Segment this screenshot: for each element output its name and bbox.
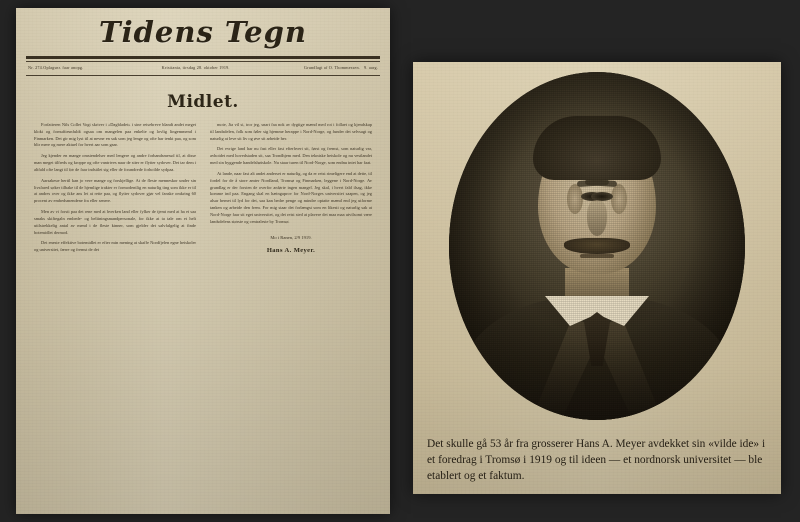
paragraph: mote, Jia vil si, tror jeg, snart faa nok av dygtige mænd med rot i follaet og kjendskap til landsdelen, folk som føler sig hjemme herappe i Nord-Norge, og funder det selvsagt og naturlig at leve sit liv og øve sit arbeide her. xyxy=(210,122,372,141)
article-signature-name: Hans A. Meyer. xyxy=(266,246,316,254)
portrait-card xyxy=(413,62,781,494)
article-column-left xyxy=(34,122,196,504)
masthead-meta-row xyxy=(16,62,390,73)
newspaper-masthead xyxy=(16,8,390,49)
masthead-founder: Grundlagt af O. Thommessen. xyxy=(303,65,361,70)
portrait-photo xyxy=(413,62,781,430)
paragraph: Det evrige land har nu fast eller fast efterhvert sit, først og fremst, som naturlig var, avhoidet med hovedstaden sit, saa Trondhjem med. Den tekniske heiskole og nu vestlandet med sin byggende handelshøiskole. Nu staar turen til Nord-Norge, som endnu intet har faat. xyxy=(210,146,372,166)
paragraph: At lande, naar fast alt andet anderset er naturlig, og da er reist rimeligere end at dette, til fordel for de å store amter Nordland, Tromsø og Finmarken, leggene i Nord-Norge. Av grundlag er der forsten de overfor anførte ingen mangel. Jeg skal, i hvert fald ilsag, ikke komme ind paa. Engang skal en hæingaprov for Nord-Norges universitet saapen, og jeg alsar bernet til lyd for det, saa kan bedre penge og mindre optatte mænd end jeg utforme tanken og arbeide den frem. For mig staar det forlængst som en likesti og naturlig sak at Nord-Norge faar sit eget universitet, og det reist sted at plavere det maa maa utvilsomt være landsdelens største og centraleste by Tromsø. xyxy=(210,170,372,224)
article-signature-place: Mo i Ranen, 2/9 1919. xyxy=(270,234,312,240)
masthead-volume: 9. aarg. xyxy=(364,65,378,70)
newspaper-clipping xyxy=(16,8,390,514)
paragraph: Jeg kjender en mange omstendelser med lengere og andre forhandsmessd til, at disse man meget tilfreds og kroppe og ofte vantrives naar de stter er flytter sydover. Det tar dem i altfald ofte langt til før de faar indstilet sig eller de forandrede forhoilde sydpaa. xyxy=(34,153,196,172)
masthead-subscription-note: Oplagsnr. faar anopg. xyxy=(43,65,84,70)
paragraph: Forfatteren Nils Collet Vogt skriver i «Dagbladet» i sine reisebreve blandt andet meget kloki og fornuftiesnfuldt ogsaa om mangelen paa enkelte og lovlig lingemmend i Finmarken. Det gir mig lyst til at nevne en sak som jeg lenge og ofte har tenkt paa, og som blir mere og mere aktuel for hvert aar som gaar. xyxy=(34,122,196,148)
paragraph: Det eneste effektive botemidlet er efter min mening at skaffe Nordfjelen egne heiskoler og universitet, færre og fremst de det xyxy=(34,240,196,253)
portrait-halftone-overlay xyxy=(449,72,745,420)
article-column-right xyxy=(210,122,372,504)
masthead-rule-thin-2 xyxy=(26,75,380,76)
masthead-issue-number: Nr. 274. xyxy=(28,65,44,70)
masthead-rule-thick xyxy=(26,56,380,59)
newspaper-title: Tidens Tegn xyxy=(99,15,307,49)
portrait-caption: Det skulle gå 53 år fra grosserer Hans A. Meyer avdekket sin «vilde ide» i et foredrag i Tromsø i 1919 og til ideen — et nordnorsk universitet — ble etablert og et faktum. xyxy=(427,438,766,483)
masthead-date: Kristiania, tirsdag 28. oktober 1919. xyxy=(161,65,230,70)
paragraph: Men av vi forsti paa det rene med at hverken land eller fylker de tjemt med at ha et saa smaks skiftegaln embede- og beliiningsmandpersonale, for ikke at ta tale om et helt utilstrekkelig antal av mend i de fleste kinner, som gjelder det salvfalgelig at finde botemidlet dermod. xyxy=(34,209,196,235)
article-columns xyxy=(16,122,390,514)
article-headline: Midlet. xyxy=(167,92,239,112)
paragraph: Aarsakeue hertil kan jo vere mange og forskjellige. At de fleste menneskor under sin livsfared søker tilbake til de hjemlige trakter er formodentlig en naturlig ting som ikke er til at andres over og ikke ans let at rette paa, og flytter sydover gjør vel fanske omkring 60 procent av embedsmendene fra eller senere. xyxy=(34,177,196,204)
portrait-oval-frame xyxy=(449,72,745,420)
